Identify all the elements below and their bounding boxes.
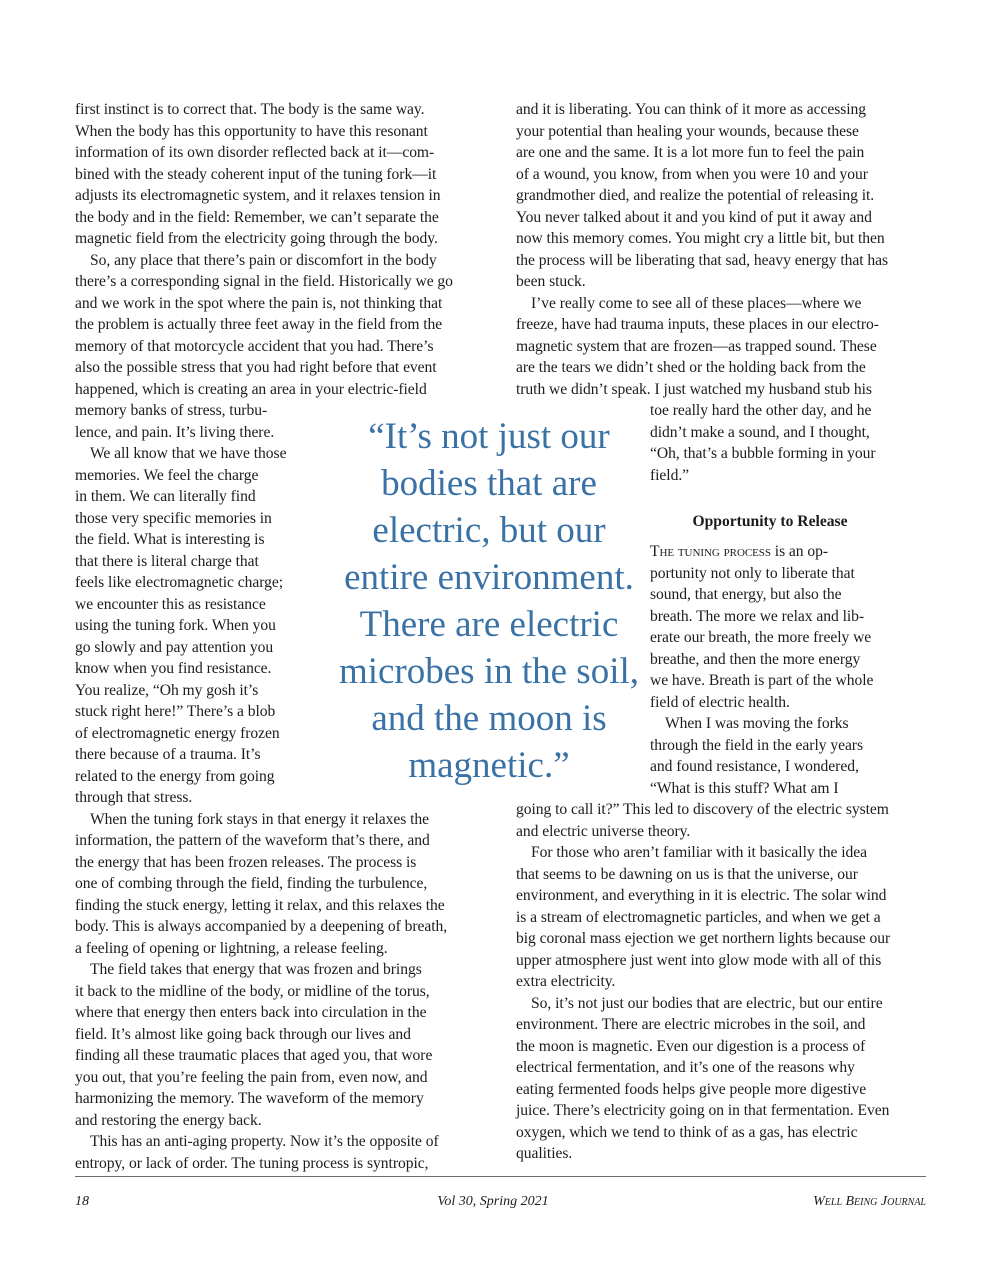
body-text-line: we encounter this as resistance xyxy=(75,595,266,613)
body-text-line: grandmother died, and realize the potential of releasing it. xyxy=(516,187,875,204)
body-text-line: also the possible stress that you had right before that event xyxy=(75,359,437,376)
section-heading: Opportunity to Release xyxy=(692,513,848,530)
body-text-line: memories. We feel the charge xyxy=(75,466,259,484)
body-text-line: that there is literal charge that xyxy=(75,552,259,570)
pull-quote-line: bodies that are xyxy=(381,463,597,504)
body-text-line: information, the pattern of the waveform that’s there, and xyxy=(75,832,430,849)
body-text-line: freeze, have had trauma inputs, these places in our electro- xyxy=(516,316,879,333)
body-text-line: environment. There are electric microbes in the soil, and xyxy=(516,1016,866,1033)
body-text-line: entropy, or lack of order. The tuning process is syntropic, xyxy=(75,1154,429,1172)
lead-in-small-caps: The tuning process xyxy=(650,543,771,560)
body-text-line: truth we didn’t speak. I just watched my husband stub his xyxy=(516,380,872,398)
body-text-line: When the body has this opportunity to have this resonant xyxy=(75,122,428,140)
body-text-line: environment, and everything in it is electric. The solar wind xyxy=(516,887,887,904)
body-text-line: the energy that has been frozen releases. The process is xyxy=(75,853,417,871)
body-text-line: is a stream of electromagnetic particles, and when we get a xyxy=(516,908,881,926)
body-text-line: there because of a trauma. It’s xyxy=(75,746,261,763)
paragraph-start-line: So, any place that there’s pain or discomfort in the body xyxy=(90,251,437,269)
body-text-line: the field. What is interesting is xyxy=(75,531,265,548)
body-text-line: didn’t make a sound, and I thought, xyxy=(650,423,870,441)
body-text-line: and electric universe theory. xyxy=(516,822,691,840)
body-text-line: eating fermented foods helps give people more digestive xyxy=(516,1080,867,1098)
body-text-line: related to the energy from going xyxy=(75,767,275,785)
body-text-line: are one and the same. It is a lot more fun to feel the pain xyxy=(516,144,865,161)
body-text-line: you out, that you’re feeling the pain from, even now, and xyxy=(75,1068,428,1086)
body-text-line: your potential than healing your wounds, because these xyxy=(516,122,859,140)
pull-quote-line: and the moon is xyxy=(371,698,607,739)
paragraph-start-line: We all know that we have those xyxy=(90,445,287,462)
paragraph-start-line: When the tuning fork stays in that energy it relaxes the xyxy=(90,810,430,828)
body-text-line: field of electric health. xyxy=(650,693,790,711)
paragraph-start-line xyxy=(650,541,828,563)
body-text-line: big coronal mass ejection we get northern lights because our xyxy=(516,930,891,947)
body-text-line: body. This is always accompanied by a deepening of breath, xyxy=(75,918,448,935)
body-text-line: breathe, and then the more energy xyxy=(650,650,861,668)
body-text-line: stuck right here!” There’s a blob xyxy=(75,703,276,720)
paragraph-start-line: When I was moving the forks xyxy=(665,715,849,732)
body-text-line: breath. The more we relax and lib- xyxy=(650,607,865,625)
body-text-line: “What is this stuff? What am I xyxy=(650,779,839,797)
body-text-line: we have. Breath is part of the whole xyxy=(650,672,874,689)
pull-quote-line: “It’s not just our xyxy=(368,416,610,457)
body-text-line: toe really hard the other day, and he xyxy=(650,402,872,419)
body-text-line: juice. There’s electricity going on in that fermentation. Even xyxy=(516,1102,890,1119)
body-text-line: know when you find resistance. xyxy=(75,660,272,677)
body-text-line: the problem is actually three feet away in the field from the xyxy=(75,316,443,333)
publication-name: Well Being Journal xyxy=(813,1194,926,1209)
body-text-line: those very specific memories in xyxy=(75,509,272,527)
body-text-line: harmonizing the memory. The waveform of the memory xyxy=(75,1090,424,1107)
body-text-line: extra electricity. xyxy=(516,973,616,990)
issue-label: Vol 30, Spring 2021 xyxy=(437,1194,549,1209)
body-text-line: using the tuning fork. When you xyxy=(75,617,276,634)
body-text-line: electrical fermentation, and it’s one of the reasons why xyxy=(516,1059,855,1076)
body-text-line: magnetic system that are frozen—as trapped sound. These xyxy=(516,337,877,355)
body-text-line: of electromagnetic energy frozen xyxy=(75,724,280,742)
body-text-line: going to call it?” This led to discovery of the electric system xyxy=(516,801,889,818)
body-text-line: through that stress. xyxy=(75,789,193,806)
body-text-line: that seems to be dawning on us is that the universe, our xyxy=(516,865,858,883)
body-text-line: qualities. xyxy=(516,1145,573,1162)
body-text-line: “Oh, that’s a bubble forming in your xyxy=(650,445,876,462)
body-text-line: go slowly and pay attention you xyxy=(75,638,274,656)
body-text-line: one of combing through the field, finding the turbulence, xyxy=(75,875,428,892)
body-text-line: You never talked about it and you kind of put it away and xyxy=(516,208,872,226)
body-text-line: finding all these traumatic places that aged you, that wore xyxy=(75,1047,433,1064)
paragraph-start-line: For those who aren’t familiar with it basically the idea xyxy=(531,844,867,861)
body-text-line: it back to the midline of the body, or midline of the torus, xyxy=(75,982,430,1000)
paragraph-start-line: So, it’s not just our bodies that are electric, but our entire xyxy=(531,994,883,1012)
body-text-line: first instinct is to correct that. The body is the same way. xyxy=(75,101,425,118)
body-text-line: information of its own disorder reflected back at it—com- xyxy=(75,144,435,161)
body-text-line: the moon is magnetic. Even our digestion is a process of xyxy=(516,1037,866,1055)
body-text-line: been stuck. xyxy=(516,273,586,290)
pull-quote-line: magnetic.” xyxy=(408,745,570,786)
body-text-line: happened, which is creating an area in your electric-field xyxy=(75,380,427,398)
pull-quote-line: microbes in the soil, xyxy=(338,651,640,692)
pull-quote-line: entire environment. xyxy=(344,557,634,598)
paragraph-start-line: This has an anti-aging property. Now it’s the opposite of xyxy=(90,1133,439,1150)
body-text-line: feels like electromagnetic charge; xyxy=(75,574,283,591)
body-text-line: adjusts its electromagnetic system, and it relaxes tension in xyxy=(75,187,441,204)
pull-quote-line: There are electric xyxy=(359,604,619,645)
body-text-line: in them. We can literally find xyxy=(75,488,256,505)
body-text-line: the body and in the field: Remember, we can’t separate the xyxy=(75,208,439,226)
body-text-line: memory banks of stress, turbu- xyxy=(75,402,268,419)
body-text-fragment: is an op- xyxy=(770,543,829,560)
body-text-line: and we work in the spot where the pain is, not thinking that xyxy=(75,294,443,312)
body-text-line: where that energy then enters back into circulation in the xyxy=(75,1004,427,1021)
body-text-line: finding the stuck energy, letting it relax, and this relaxes the xyxy=(75,896,445,914)
body-text-line: and restoring the energy back. xyxy=(75,1111,262,1129)
body-text-line: erate our breath, the more freely we xyxy=(650,629,872,646)
paragraph-start-line: The field takes that energy that was frozen and brings xyxy=(90,961,422,978)
body-text-line: bined with the steady coherent input of the tuning fork—it xyxy=(75,165,437,183)
body-text-line: magnetic field from the electricity going through the body. xyxy=(75,230,438,247)
body-text-line: a feeling of opening or lightning, a release feeling. xyxy=(75,939,388,957)
body-text-line: and found resistance, I wondered, xyxy=(650,758,859,775)
pull-quote-line: electric, but our xyxy=(372,510,606,551)
body-text-line: sound, that energy, but also the xyxy=(650,586,842,603)
page-number: 18 xyxy=(75,1194,89,1209)
body-text-line: portunity not only to liberate that xyxy=(650,564,855,582)
body-text-line: the process will be liberating that sad, heavy energy that has xyxy=(516,251,889,269)
body-text-line: oxygen, which we tend to think of as a gas, has electric xyxy=(516,1123,858,1141)
body-text-line: memory of that motorcycle accident that you had. There’s xyxy=(75,337,434,355)
body-text-line: lence, and pain. It’s living there. xyxy=(75,423,275,441)
body-text-line: upper atmosphere just went into glow mode with all of this xyxy=(516,951,882,969)
body-text-line: now this memory comes. You might cry a little bit, but then xyxy=(516,230,885,247)
body-text-line: field.” xyxy=(650,466,690,484)
body-text-line: and it is liberating. You can think of it more as accessing xyxy=(516,101,867,118)
body-text-line: are the tears we didn’t shed or the holding back from the xyxy=(516,359,866,376)
footer-divider xyxy=(75,1176,926,1177)
body-text-line: there’s a corresponding signal in the field. Historically we go xyxy=(75,273,453,290)
body-text-line: through the field in the early years xyxy=(650,736,863,754)
body-text-line: field. It’s almost like going back through our lives and xyxy=(75,1025,411,1043)
paragraph-start-line: I’ve really come to see all of these places—where we xyxy=(531,294,862,312)
body-text-line: of a wound, you know, from when you were 10 and your xyxy=(516,165,868,183)
body-text-line: You realize, “Oh my gosh it’s xyxy=(75,681,259,699)
